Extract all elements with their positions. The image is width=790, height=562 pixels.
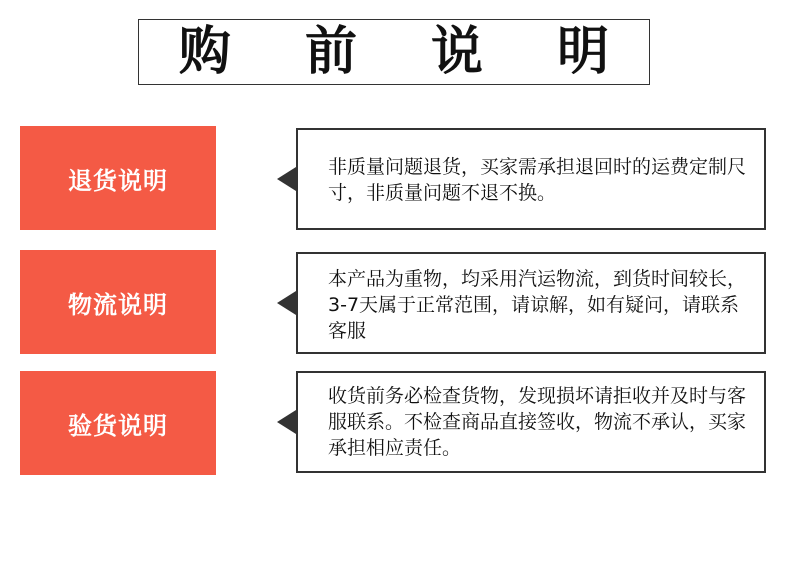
pointer-triangle-icon [277, 291, 296, 315]
section-description-logistics: 本产品为重物，均采用汽运物流，到货时间较长，3-7天属于正常范围，请谅解，如有疑问，请联系客服 [328, 268, 747, 342]
section-inspection [0, 371, 790, 475]
section-label-returns: 退货说明 [68, 166, 168, 195]
section-logistics [0, 250, 790, 354]
pointer-triangle-icon [277, 410, 296, 434]
section-label-inspection: 验货说明 [68, 411, 168, 440]
section-label-box [20, 250, 216, 354]
section-returns [0, 126, 790, 230]
section-description-box [296, 128, 766, 230]
page-title: 购 前 说 明 [178, 22, 638, 82]
title-box [138, 19, 650, 85]
pointer-triangle-icon [277, 167, 296, 191]
section-description-box [296, 371, 766, 473]
section-description-box [296, 252, 766, 354]
section-description-returns: 非质量问题退货，买家需承担退回时的运费定制尺寸，非质量问题不退不换。 [328, 156, 747, 204]
section-label-logistics: 物流说明 [68, 290, 168, 319]
section-description-inspection: 收货前务必检查货物，发现损坏请拒收并及时与客服联系。不检查商品直接签收，物流不承认，买家承担相应责任。 [328, 385, 747, 459]
section-label-box [20, 126, 216, 230]
section-label-box [20, 371, 216, 475]
